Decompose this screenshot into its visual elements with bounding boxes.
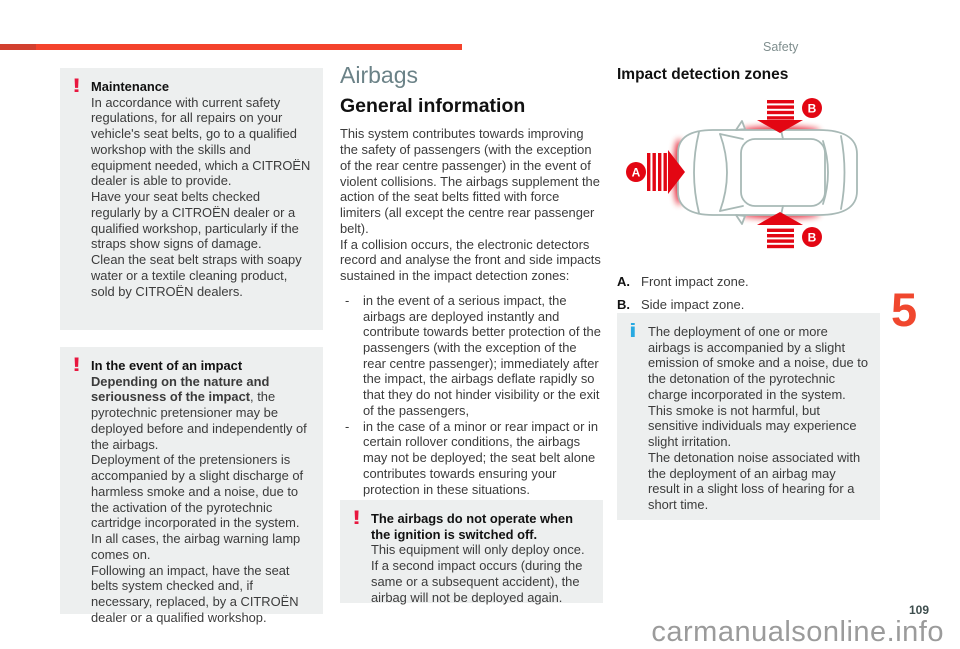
box-title: In the event of an impact	[91, 358, 243, 373]
chapter-number: 5	[891, 283, 918, 336]
car-top-view	[678, 121, 857, 224]
warning-exclamation-icon: !	[352, 508, 362, 529]
box-paragraph: The detonation noise associated with the deployment of an airbag may result in a slight loss of hearing for a short time.	[648, 449, 861, 513]
bullet-text: in the event of a serious impact, the airbags are deployed instantly and contribute towards better protection of the passengers (with the exception of the rear centre passenger); immediately after the impact, the airbags deflate rapidly so that they do not hinder visibility or the exit of the passengers,	[363, 292, 601, 418]
list-item	[340, 419, 603, 498]
box-paragraph: Deployment of the pretensioners is accompanied by a slight discharge of harmless smoke and a noise, due to the activation of the pyrotechnic cartridge incorporated in the system.	[91, 452, 304, 531]
page-number: 109	[908, 603, 929, 617]
bullet-marker: -	[345, 418, 350, 434]
label-b: B	[807, 230, 817, 245]
box-lead-paragraph	[91, 374, 311, 453]
watermark-text: carmanualsonline.info	[651, 616, 944, 648]
box-lead-rest: , the pyrotechnic pretensioner may be deployed before and independently of the airbags.	[91, 389, 307, 452]
legend-text: Front impact zone.	[641, 274, 749, 289]
warning-exclamation-icon: !	[72, 355, 82, 376]
box-paragraph: In all cases, the airbag warning lamp comes on.	[91, 531, 301, 562]
box-paragraph: Following an impact, have the seat belts system checked and, if necessary, replaced, by a CITROËN dealer or a qualified workshop.	[91, 562, 299, 625]
page-title: Airbags	[340, 62, 418, 88]
intro-paragraph: This system contributes towards improving the safety of passengers (with the exception of the rear centre passenger) in the event of violent collisions. The airbags supplement the action of the seat belts fitted with force limiters (all except the centre rear passenger belt).	[340, 126, 600, 236]
main-column	[340, 62, 603, 497]
legend-item	[617, 274, 880, 289]
label-a: A	[631, 165, 641, 180]
maintenance-warning-box	[60, 68, 323, 330]
warning-exclamation-icon: !	[72, 76, 82, 97]
box-paragraph: This equipment will only deploy once. If a second impact occurs (during the same or a subsequent accident), the airbag will not be deployed again.	[371, 542, 585, 605]
bullet-list	[340, 293, 603, 498]
legend-item	[617, 297, 880, 312]
top-accent-bar-dark-segment	[0, 44, 36, 50]
box-lead-bold: The airbags do not operate when the ignition is switched off.	[371, 511, 573, 542]
label-b: B	[807, 101, 817, 116]
legend-text: Side impact zone.	[641, 297, 745, 312]
info-icon: i	[629, 321, 637, 342]
box-paragraph: Have your seat belts checked regularly by a CITROËN dealer or a qualified workshop, particularly if the straps show signs of damage.	[91, 189, 299, 252]
box-paragraph: In accordance with current safety regulations, for all repairs on your vehicle's seat belts, go to a qualified workshop with the skills and equipment needed, which a CITROËN dealer is able to provide.	[91, 94, 311, 189]
section-title: Impact detection zones	[617, 66, 789, 83]
box-paragraph: This smoke is not harmful, but sensitive individuals may experience slight irritation.	[648, 402, 857, 450]
bullet-text: in the case of a minor or rear impact or in certain rollover conditions, the airbags may not be deployed; the seat belt alone contributes towards ensuring your protection in these situations.	[363, 418, 598, 497]
top-accent-bar	[0, 44, 462, 50]
section-title: General information	[340, 95, 526, 118]
impact-zones-diagram	[617, 88, 880, 254]
box-paragraph: The deployment of one or more airbags is accompanied by a slight emission of smoke and a noise, due to the detonation of the pyrotechnic charge incorporated in the system.	[648, 324, 868, 402]
box-title: Maintenance	[91, 79, 170, 94]
box-paragraph: Clean the seat belt straps with soapy water or a textile cleaning product, sold by CITROËN dealers.	[91, 252, 302, 299]
list-item	[340, 293, 603, 419]
intro-paragraph: If a collision occurs, the electronic detectors record and analyse the front and side impacts sustained in the impact detection zones:	[340, 236, 601, 284]
box-lead-bold: Depending on the nature and seriousness of the impact	[91, 373, 270, 405]
chapter-header-label: Safety	[763, 40, 799, 54]
ignition-warning-box	[340, 500, 603, 603]
deployment-info-box	[617, 313, 880, 520]
legend-key: B.	[617, 297, 630, 312]
legend-key: A.	[617, 274, 630, 289]
bullet-marker: -	[345, 292, 350, 308]
impact-warning-box	[60, 347, 323, 625]
